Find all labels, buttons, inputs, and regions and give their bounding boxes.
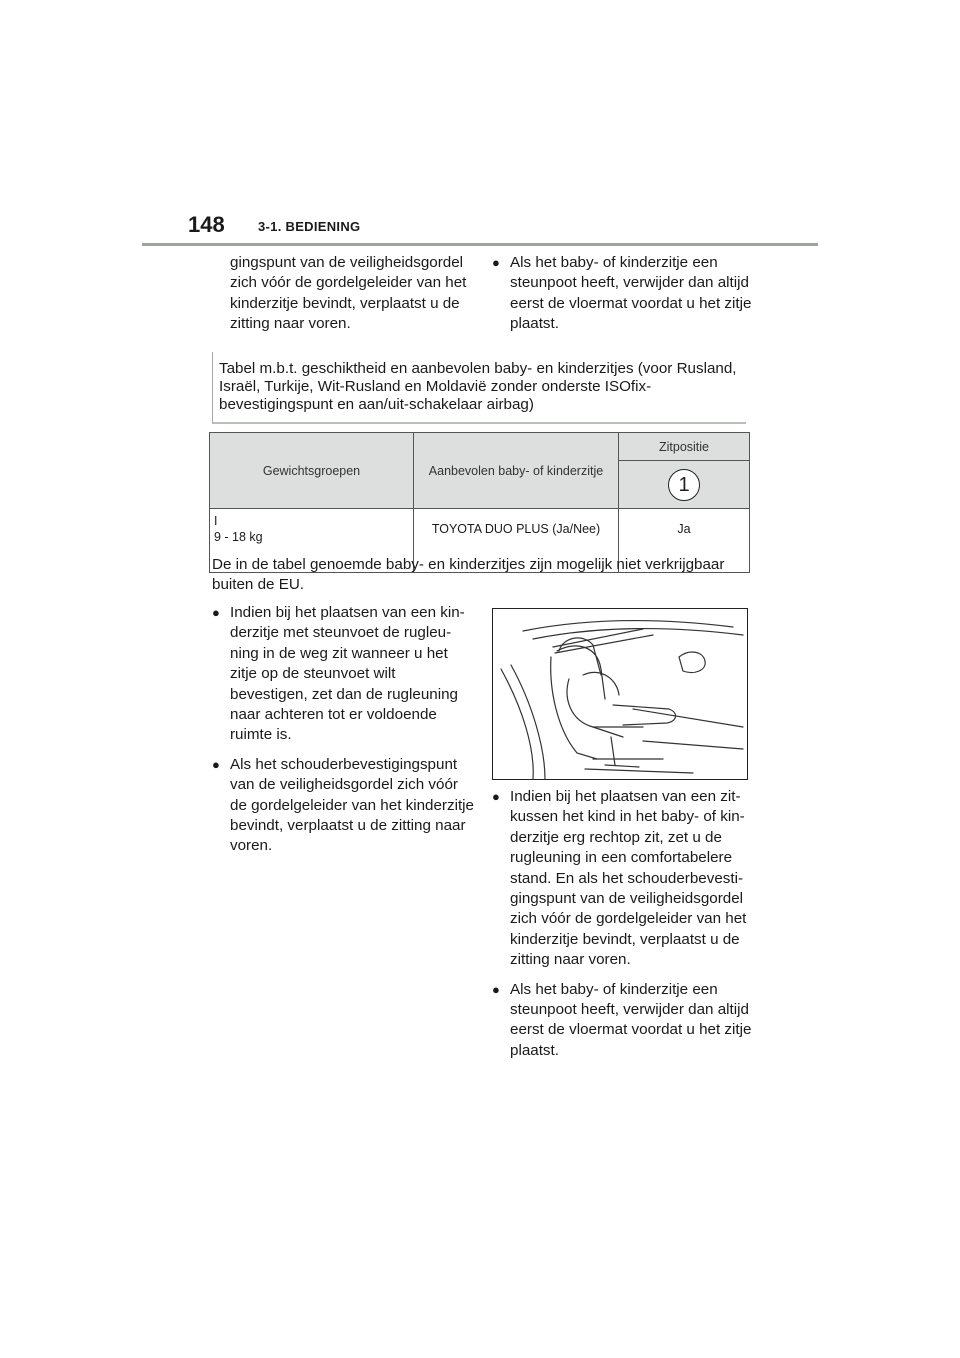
table-footnote — [212, 555, 752, 596]
header-seat-position: Zitpositie — [619, 433, 750, 461]
child-seat-illustration — [492, 608, 748, 780]
weight-range: 9 - 18 kg — [214, 530, 263, 544]
compatibility-table — [209, 432, 750, 573]
header-recommended-seat: Aanbevolen baby- of kinderzitje — [414, 433, 619, 509]
bullet-icon: ● — [492, 255, 500, 270]
cell-position-1: Ja — [619, 509, 750, 573]
list-item — [212, 755, 477, 857]
header-position-number — [619, 461, 750, 509]
list-item — [492, 980, 757, 1062]
header-divider — [142, 243, 818, 246]
seat-position-1-icon: 1 — [668, 469, 700, 501]
bullet-list-left — [212, 603, 477, 866]
bullet-icon: ● — [492, 981, 500, 997]
bullet-icon: ● — [492, 789, 500, 804]
group-label: I — [214, 514, 218, 528]
list-item — [212, 603, 477, 746]
bullet-text: Indien bij het plaatsen van een kin-derzitje met steunvoet de rugleu-ning in de weg zit wanneer u het zitje op de steunvoet wilt bevestigen, zet dan de rugleuning naar achteren tot er voldoende ruimte is. — [230, 604, 465, 744]
table-caption — [212, 352, 746, 424]
page-number: 148 — [188, 212, 225, 237]
bullet-text: Als het baby- of kinderzitje een steunpoot heeft, verwijder dan altijd eerst de vloermat voordat u het zitje plaatst. — [510, 980, 752, 1059]
bullet-text: Indien bij het plaatsen van een zit-kussen het kind in het baby- of kin-derzitje erg rechtop zit, zet u de rugleuning in een comfortabelere stand. En als het schouderbevesti-gingspunt van de veiligheidsgordel zich vóór de gordelgeleider van het kinderzitje bevindt, verplaatst u de zitting naar voren. — [510, 788, 747, 969]
bullet-icon: ● — [212, 756, 220, 772]
bullet-text: Als het baby- of kinderzitje een steunpoot heeft, verwijder dan altijd eerst de vloermat voordat u het zitje plaatst. — [510, 254, 752, 333]
cell-recommended-seat: TOYOTA DUO PLUS (Ja/Nee) — [414, 509, 619, 573]
list-item — [492, 253, 757, 335]
car-seat-drawing-icon — [493, 609, 747, 779]
bullet-list-top — [492, 253, 757, 344]
table-caption-text: Tabel m.b.t. geschiktheid en aanbevolen baby- en kinderzitjes (voor Rusland, Israël, Turkije, Wit-Rusland en Moldavië zonder onderste ISOfix-bevestigingspunt en aan/uit-schakelaar airbag) — [219, 360, 737, 413]
section-title: 3-1. BEDIENING — [258, 219, 361, 234]
bullet-icon: ● — [212, 605, 220, 620]
footnote-text: De in de tabel genoemde baby- en kinderzitjes zijn mogelijk niet verkrijgbaar buiten de EU. — [212, 556, 725, 594]
list-item — [492, 787, 757, 971]
paragraph-text: gingspunt van de veiligheidsgordel zich vóór de gordelgeleider van het kinderzitje bevindt, verplaatst u de zitting naar voren. — [230, 254, 467, 333]
bullet-text: Als het schouderbevestigingspunt van de veiligheidsgordel zich vóór de gordelgeleider van het kinderzitje bevindt, verplaatst u de zitting naar voren. — [230, 755, 475, 855]
header-weight-groups: Gewichtsgroepen — [210, 433, 414, 509]
continued-paragraph — [230, 253, 485, 335]
bullet-list-right — [492, 787, 757, 1070]
